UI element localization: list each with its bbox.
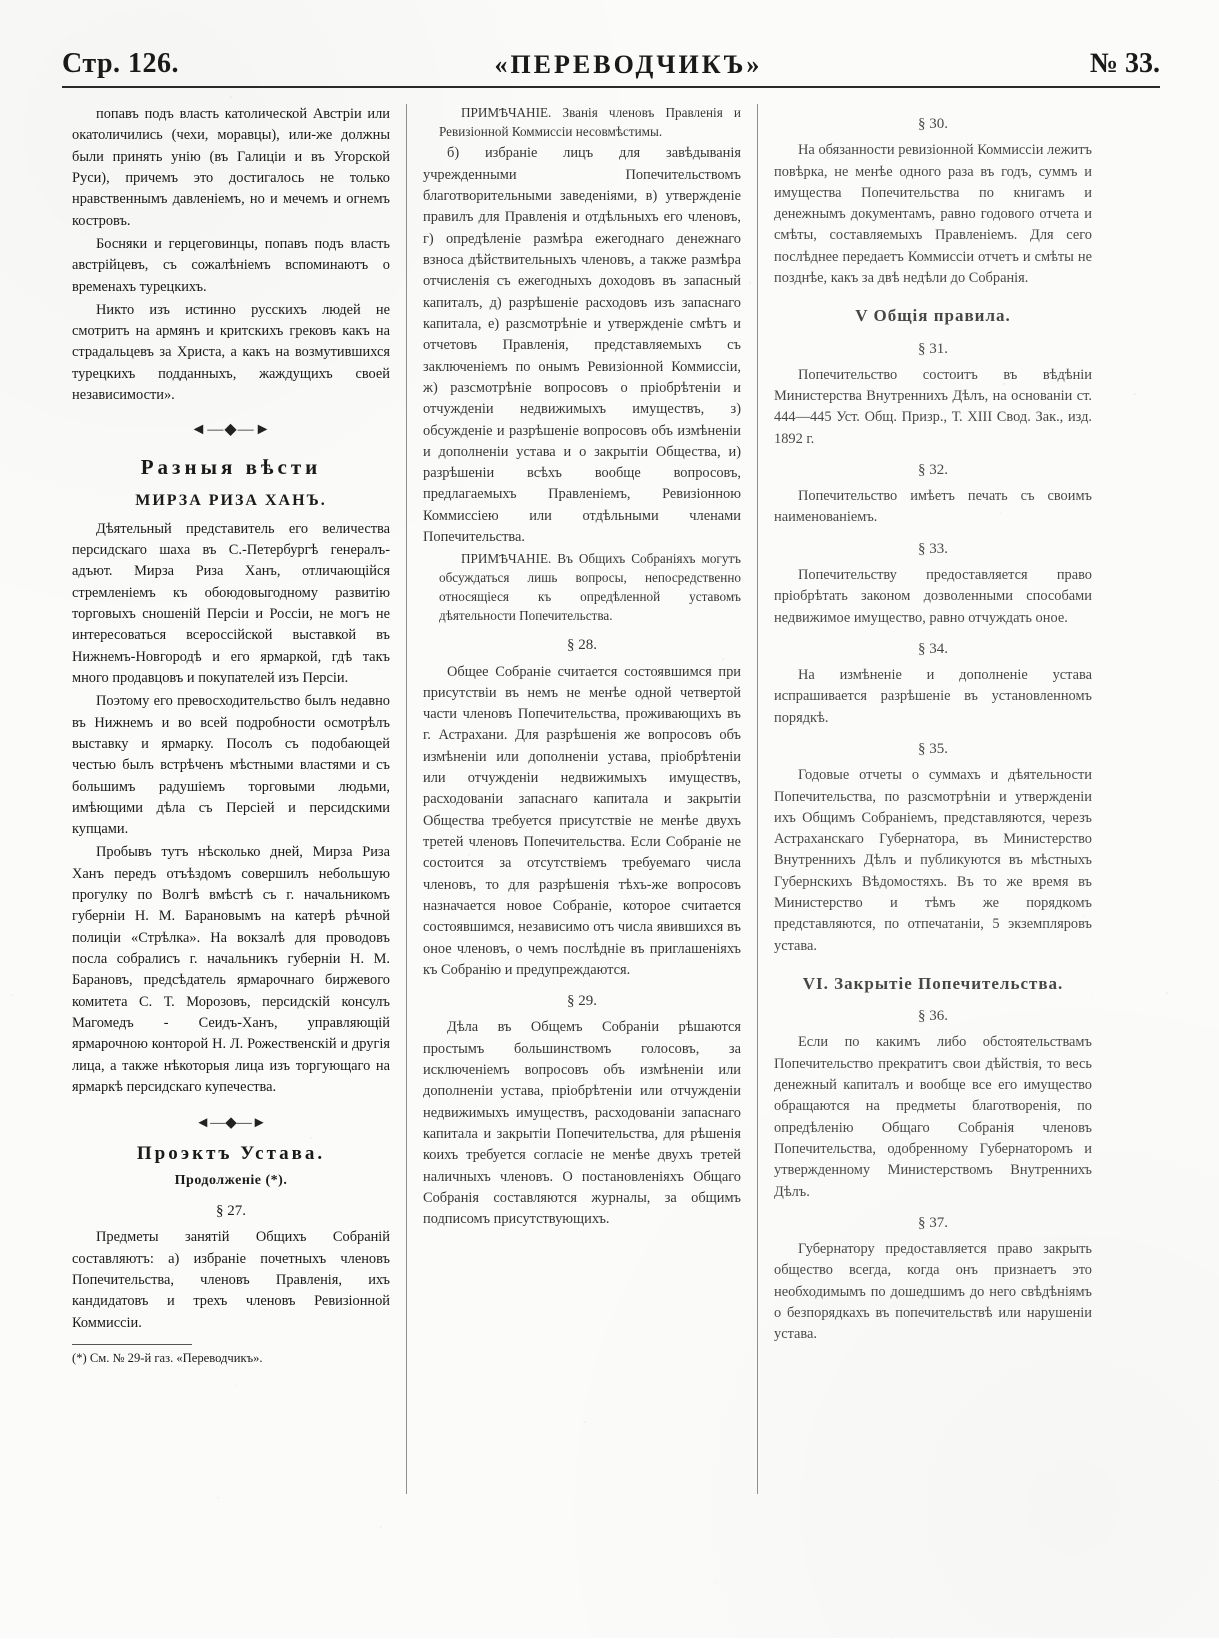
column-right xyxy=(764,104,1102,1494)
section-marker: § 34. xyxy=(918,640,948,657)
section-heading-news: Разныя вѣсти xyxy=(140,455,322,480)
paragraph: Годовые отчеты о суммахъ и дѣятельности Попечительства, по разсмотрѣніи и утвержденіи ихъ Общимъ Собраніемъ, представляются, черезъ Астраханскаго Губернатора, въ Министерство Внутреннихъ Дѣлъ и публикуются въ мѣстныхъ Губернскихъ Вѣдомостяхъ. Въ то же время въ Министерство и тѣмъ же порядкомъ представляются, по отпечатаніи, 5 экземпляровъ устава. xyxy=(774,767,1092,954)
section-marker: § 29. xyxy=(567,993,597,1010)
section-marker: § 37. xyxy=(918,1214,948,1231)
page-number-label: Стр. 126. xyxy=(62,48,180,79)
masthead xyxy=(62,24,1160,80)
charter-draft-heading: Проэктъ Устава. xyxy=(136,1143,326,1165)
column-middle xyxy=(413,104,751,1494)
paragraph: На обязанности ревизіонной Коммиссіи лежитъ повѣрка, не менѣе одного раза въ годъ, суммъ и имущества Попечительства по книгамъ и денежнымъ документамъ, равно годового отчета и смѣты, составляемыхъ Правленіемъ. Для сего послѣднее передаетъ Коммиссіи отчетъ и смѣты не позднѣе, какъ за двѣ недѣли до Собранія. xyxy=(774,142,1092,287)
paragraph: Пробывъ тутъ нѣсколько дней, Мирза Риза Ханъ передъ отъѣздомъ совершилъ небольшую прогулку по Волгѣ вмѣстѣ съ г. начальникомъ губерніи Н. М. Барановымъ на катерѣ рѣчной полиціи «Стрѣлка». На вокзалѣ для проводовъ посла собралисъ г. начальникъ губерніи Н. М. Барановъ, предсѣдатель ярмарочнаго биржевого комитета С. Т. Морозовъ, персидскій консулъ Магомедъ - Сеидъ-Ханъ, управляющій ярмарочною конторой Н. Л. Рожественскій и другія лица, а также нѣкоторыя лица изъ торгующаго на ярмаркѣ персидскаго купечества. xyxy=(72,844,390,1095)
footnote: (*) См. № 29-й газ. «Переводчикъ». xyxy=(72,1351,263,1365)
section-marker: § 27. xyxy=(216,1203,246,1220)
paragraph: Предметы занятій Общихъ Собраній составляютъ: а) избраніе почетныхъ членовъ Попечительства, членовъ Правленія, ихъ кандидатовъ и трехъ членовъ Ревизіонной Коммиссіи. xyxy=(72,1229,390,1331)
issue-number-label: № 33. xyxy=(1089,48,1160,79)
note-paragraph: ПРИМѢЧАНІЕ. Въ Общихъ Собраніяхъ могутъ обсуждаться лишь вопросы, непосредственно относящіеся къ опредѣленной уставомъ дѣятельности Попечительства. xyxy=(439,551,741,623)
paragraph: Попечительству предоставляется право пріобрѣтать законом дозволенными способами недвижимое имущество, равно отчуждать оное. xyxy=(774,566,1092,626)
paragraph: Общее Собраніе считается состоявшимся при присутствіи въ немъ не менѣе одной четвертой части членовъ Попечительства, проживающихъ въ г. Астрахани. Для разрѣшенія же вопросовъ объ измѣненіи или дополненіи устава, пріобрѣтеніи или отчужденіи недвижимыхъ имуществъ, расходованіи запаснаго капитала и закрытіи Общества требуется присутствіе не менѣе двухъ третей членовъ Попечительства. Если Собраніе не состоится за отсутствіемъ требуемаго числа членовъ, то для разрѣшенія тѣхъ-же вопросовъ назначается новое Собраніе, которое считается состоявшимся, независимо отъ числа явившихся въ оное членовъ, о чемъ послѣдніе въ приглашеніяхъ къ Собранію и предупреждаются. xyxy=(423,663,741,978)
paragraph: попавъ подъ власть католической Австріи или окатоличились (чехи, моравцы), или-же должны были принять унію (въ Галиціи и въ Угорской Руси), причемъ это достигалось не только нравственнымъ давленіемъ, но и мечемъ и огнемъ костровъ. xyxy=(72,106,390,229)
chapter-heading-v: V Общія правила. xyxy=(855,306,1011,326)
continuation-label: Продолженіе (*). xyxy=(174,1172,288,1188)
column-divider xyxy=(757,104,758,1494)
paragraph: Губернатору предоставляется право закрыть общество всегда, когда онъ признаетъ это необходимымъ по дошедшимъ до него свѣдѣніямъ о безпорядкахъ въ попечительствѣ или нарушеніи устава. xyxy=(774,1241,1092,1343)
section-marker: § 30. xyxy=(918,116,948,132)
section-marker: § 31. xyxy=(918,340,948,357)
footnote-rule xyxy=(72,1344,192,1345)
paragraph: Если по какимъ либо обстоятельствамъ Попечительство прекратитъ свои дѣйствія, то весь денежный капиталъ и вообще все его имущество обращаются на предметы благотворенія, по опредѣленію Общаго Собранія членовъ Попечительства, одобренному Губернаторомъ и утвержденному Министерствомъ Внутреннихъ Дѣлъ. xyxy=(774,1034,1092,1200)
ornament-divider-icon: ◄—◆—► xyxy=(190,421,272,439)
column-divider xyxy=(406,104,407,1494)
paragraph: Никто изъ истинно русскихъ людей не смотритъ на армянъ и критскихъ грековъ какъ на страдальцевъ за Христа, а какъ на возмутившихся турецкихъ подданныхъ, жаждущихъ своей независимости». xyxy=(72,301,390,404)
section-marker: § 35. xyxy=(918,741,948,758)
paragraph: Босняки и герцеговинцы, попавъ подъ власть австрійцевъ, съ сожалѣніемъ вспоминаютъ о временахъ турецкихъ. xyxy=(72,235,390,295)
note-paragraph: ПРИМѢЧАНІЕ. Званія членовъ Правленія и Ревизіонной Коммиссіи несовмѣстимы. xyxy=(439,105,741,139)
article-columns xyxy=(62,104,1160,1494)
paragraph: На измѣненіе и дополненіе устава испрашивается разрѣшеніе въ установленномъ порядкѣ. xyxy=(774,667,1092,726)
paragraph: б) избраніе лицъ для завѣдыванія учрежденными Попечительствомъ благотворительными заведеніями, в) утвержденіе правилъ для Правленія и отдѣльныхъ его членовъ, г) опредѣленіе размѣра ежегоднаго денежнаго взноса дѣйствительныхъ членовъ, а также размѣра отчисленія съ ежегодныхъ доходовъ въ запасный капиталъ, д) разрѣшеніе расходовъ изъ запаснаго капитала, е) разсмотрѣніе и утвержденіе смѣтъ и отчетовъ Правленія, представляемыхъ съ заключеніемъ по онымъ Ревизіонной Коммиссіи, ж) разсмотрѣніе вопросовъ о пріобрѣтеніи и отчужденіи недвижимыхъ имуществъ, з) обсужденіе и разрѣшеніе вопросовъ объ измѣненіи и дополненіи устава и о закрытіи Общества, и) разрѣшеніи всѣхъ вообще вопросовъ, предлагаемыхъ Правленіемъ, Ревизіонною Коммиссіею или отдѣльными членами Попечительства. xyxy=(423,145,741,546)
chapter-heading-vi: VI. Закрытіе Попечительства. xyxy=(802,974,1064,994)
ornament-divider-small-icon: ◄—◆—► xyxy=(195,1115,267,1132)
paragraph: Поэтому его превосходительство былъ недавно въ Нижнемъ и во всей подробности осмотрѣлъ выставку и ярмарку. Посолъ съ подобающей честью былъ встрѣченъ мѣстными властями и съ большимъ радушіемъ торговыми людьми, имѣющими дѣла съ Персіей и персидскими купцами. xyxy=(72,693,390,838)
paragraph: Дѣятельный представитель его величества персидскаго шаха въ С.-Петербургѣ генералъ-адъют. Мирза Риза Ханъ, отличающійся стремленіемъ къ обоюдовыгодному развитію торговыхъ сношеній Персіи и Россіи, не могъ не интересоваться всероссійской выставкой въ Нижнемъ-Новгородѣ и его ярмаркой, гдѣ такъ много продавцовъ и покупателей изъ Персіи. xyxy=(72,520,390,686)
paragraph: Дѣла въ Общемъ Собраніи рѣшаются простымъ большинствомъ голосовъ, за исключеніемъ вопросовъ объ измѣненіи или дополненіи устава, пріобрѣтеніи или отчужденіи недвижимыхъ имуществъ, расходованіи запаснаго капитала и закрытіи Попечительства, для рѣшенія коихъ требуется согласіе не менѣе двухъ третей наличныхъ членовъ. О постановленіяхъ Общаго Собранія составляются журналы, за общимъ подписомъ присутствующихъ. xyxy=(423,1019,741,1228)
column-left xyxy=(62,104,400,1494)
paragraph: Попечительство имѣетъ печать съ своимъ наименованіемъ. xyxy=(774,488,1092,526)
section-marker: § 36. xyxy=(918,1008,948,1025)
article-subtitle: МИРЗА РИЗА ХАНЪ. xyxy=(135,492,327,510)
section-marker: § 32. xyxy=(918,461,948,478)
section-marker: § 28. xyxy=(567,637,597,654)
masthead-rule xyxy=(62,86,1160,88)
newspaper-title: «ПЕРЕВОДЧИКЪ» xyxy=(494,50,763,79)
section-marker: § 33. xyxy=(918,540,948,557)
paragraph: Попечительство состоитъ въ вѣдѣніи Министерства Внутреннихъ Дѣлъ, на основаніи ст. 444—445 Уст. Общ. Призр., Т. XIII Свод. Зак., изд. 1892 г. xyxy=(774,366,1092,447)
